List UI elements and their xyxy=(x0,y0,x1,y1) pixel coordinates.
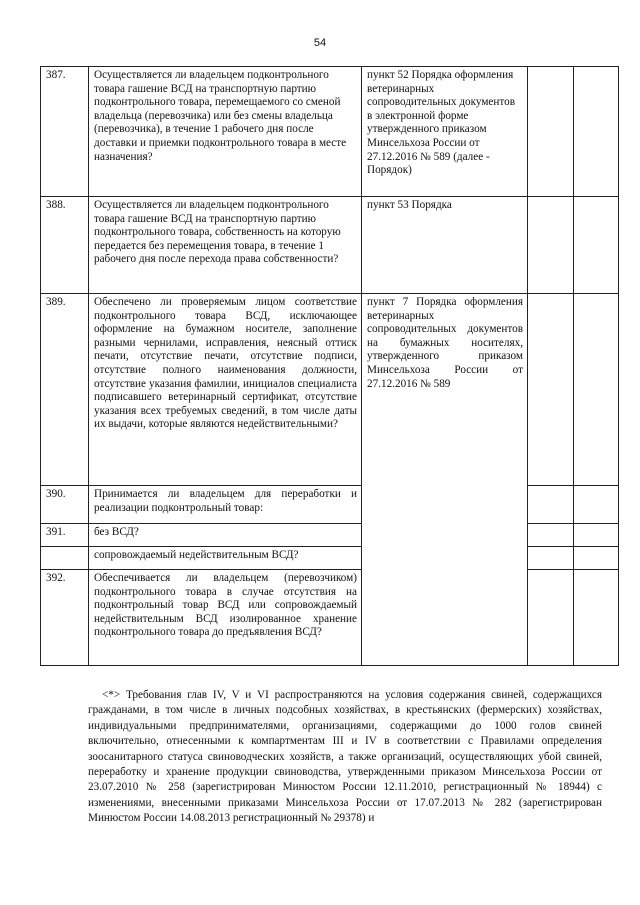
requirement-question: без ВСД? xyxy=(89,524,362,547)
row-number: 387. xyxy=(41,67,89,197)
row-number: 388. xyxy=(41,197,89,294)
answer-cell xyxy=(528,197,574,294)
footnote-text: <*> Требования глав IV, V и VI распространяются на условия содержания свиней, содержащихся гражданами, в том числе в личных подсобных хозяйствах, в крестьянских (фермерских) хозяйствах, индивидуальными предпринимателями, организациями, содержащими до 1000 голов свиней включительно, отнесенными к компартментам III и IV в соответствии с Правилами определения зоосанитарного статуса свиноводческих хозяйств, а также организаций, осуществляющих убой свиней, переработку и хранение продукции свиноводства, утвержденными приказом Минсельхоза России от 23.07.2010 № 258 (зарегистрирован Минюстом России 12.11.2010, регистрационный № 18944) с изменениями, внесенными приказами Минсельхоза России от 17.07.2013 № 282 (зарегистрирован Минюстом России 14.08.2013 регистрационный № 29378) и xyxy=(88,689,602,825)
row-number xyxy=(41,547,89,570)
checklist-table xyxy=(40,66,619,666)
answer-cell xyxy=(528,294,574,486)
note-cell xyxy=(574,197,619,294)
requirement-question: Осуществляется ли владельцем подконтрольного товара гашение ВСД на транспортную партию подконтрольного товара, собственность на которую передается без перемещения товара, в течение 1 рабочего дня после перехода права собственности? xyxy=(89,197,362,294)
note-cell xyxy=(574,67,619,197)
requirement-question: сопровождаемый недействительным ВСД? xyxy=(89,547,362,570)
table-row xyxy=(41,67,619,197)
row-number: 389. xyxy=(41,294,89,486)
row-number: 390. xyxy=(41,486,89,524)
note-cell xyxy=(574,524,619,547)
answer-cell xyxy=(528,547,574,570)
footnote xyxy=(88,688,602,827)
note-cell xyxy=(574,570,619,666)
row-number: 392. xyxy=(41,570,89,666)
note-cell xyxy=(574,486,619,524)
answer-cell xyxy=(528,486,574,524)
table-row xyxy=(41,570,619,666)
requirement-question: Осуществляется ли владельцем подконтрольного товара гашение ВСД на транспортную партию подконтрольного товара, перемещаемого со сменой владельца (перевозчика) или без смены владельца (перевозчика), в течение 1 рабочего дня после доставки и приемки подконтрольного товара в месте назначения? xyxy=(89,67,362,197)
note-cell xyxy=(574,547,619,570)
table-row xyxy=(41,524,619,547)
answer-cell xyxy=(528,67,574,197)
answer-cell xyxy=(528,570,574,666)
table-row xyxy=(41,294,619,486)
legal-reference: пункт 53 Порядка xyxy=(362,197,528,294)
row-number: 391. xyxy=(41,524,89,547)
requirement-question: Обеспечено ли проверяемым лицом соответствие подконтрольного товара ВСД, исключающее оформление на бумажном носителе, заполнение разными чернилами, исправления, неясный оттиск печати, отсутствие печати, отсутствие подписи, отсутствие полного наименования должности, отсутствие указания фамилии, инициалов специалиста подписавшего ветеринарный сертификат, отсутствие указания всех требуемых сведений, в том числе даты их выдачи, которые являются недействительными? xyxy=(89,294,362,486)
requirement-question: Обеспечивается ли владельцем (перевозчиком) подконтрольного товара в случае отсутствия на подконтрольный товар ВСД или сопровождаемый недействительным ВСД изолированное хранение подконтрольного товара до предъявления ВСД? xyxy=(89,570,362,666)
requirement-question: Принимается ли владельцем для переработки и реализации подконтрольный товар: xyxy=(89,486,362,524)
answer-cell xyxy=(528,524,574,547)
legal-reference: пункт 52 Порядка оформления ветеринарных сопроводительных документов в электронной форме утвержденного приказом Минсельхоза России от 27.12.2016 № 589 (далее - Порядок) xyxy=(362,67,528,197)
page-number: 54 xyxy=(313,37,327,49)
legal-reference: пункт 7 Порядка оформления ветеринарных сопроводительных документов на бумажных носителях, утвержденного приказом Минсельхоза России от 27.12.2016 № 589 xyxy=(362,294,528,666)
table-row xyxy=(41,547,619,570)
table-row xyxy=(41,486,619,524)
table-row xyxy=(41,197,619,294)
note-cell xyxy=(574,294,619,486)
